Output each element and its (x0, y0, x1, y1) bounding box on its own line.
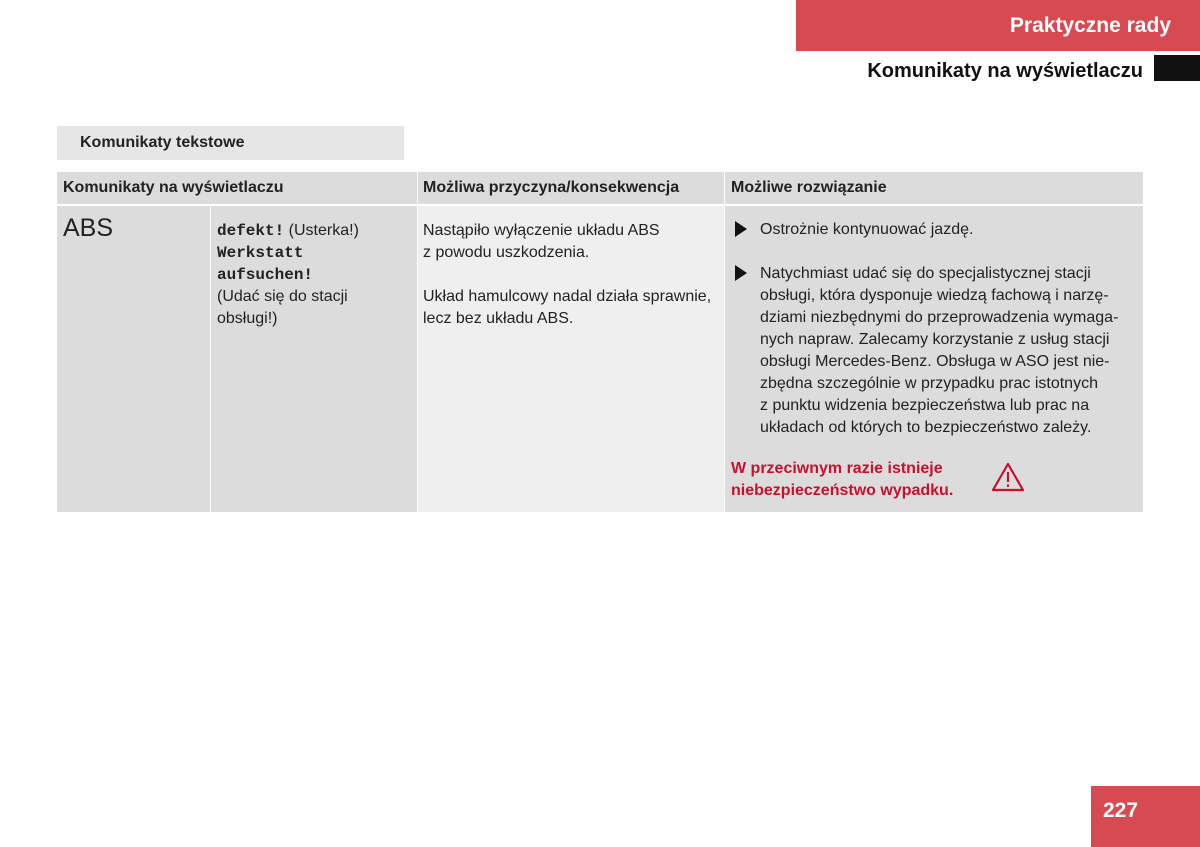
title-marker (1154, 55, 1200, 81)
warning-triangle-icon (991, 462, 1025, 499)
solution-step-2: Natychmiast udać się do specjalistycznej stacji obsługi, która dysponuje wiedzą fachową i narzę- dziami niezbędnymi do przeprowadzenia wymaga- nych napraw. Zalecamy korzystanie z usług stacji obsługi Mercedes-Benz. Obsługa w ASO jest nie- zbędna szczególnie w przypadku prac istotnych z punktu widzenia bezpieczeństwa lub prac na układach od których to bezpieczeństwo zależy. (760, 265, 1119, 436)
subsection-title (57, 126, 404, 160)
page-number-text: 227 (1103, 799, 1139, 822)
system-label: ABS (63, 214, 114, 242)
triangle-bullet-icon (734, 265, 752, 283)
header-display-label: Komunikaty na wyświetlaczu (63, 179, 284, 196)
subsection-title-text: Komunikaty tekstowe (80, 134, 245, 151)
header-solution-label: Możliwe rozwiązanie (731, 179, 887, 196)
section-tab (796, 0, 1200, 51)
message-translation-2: (Udać się do stacji obsługi!) (217, 288, 348, 327)
section-tab-label: Praktyczne rady (1009, 13, 1171, 37)
table-cell-system (57, 206, 210, 512)
message-translation-1: (Usterka!) (284, 222, 359, 239)
table-cell-solution (725, 206, 1143, 512)
cause-paragraph-2: Układ hamulcowy nadal działa sprawnie, lecz bez układu ABS. (423, 288, 712, 327)
table-cell-message (211, 206, 417, 512)
cause-paragraph-1: Nastąpiło wyłączenie układu ABS z powodu uszkodzenia. (423, 222, 660, 261)
solution-step-1: Ostrożnie kontynuować jazdę. (760, 221, 974, 238)
table-header-solution (725, 172, 1143, 204)
header-cause-label: Możliwa przyczyna/konsekwencja (423, 179, 680, 196)
table-header-display (57, 172, 417, 204)
table-cell-cause (418, 206, 724, 512)
table-header-cause (418, 172, 724, 204)
triangle-bullet-icon (734, 221, 752, 239)
warning-text: W przeciwnym razie istnieje niebezpieczeństwo wypadku. (731, 460, 954, 499)
message-code-werkstatt: Werkstatt aufsuchen! (217, 244, 314, 284)
page-number (1091, 786, 1200, 847)
message-code-defekt: defekt! (217, 222, 285, 240)
page-title: Komunikaty na wyświetlaczu (867, 60, 1143, 82)
